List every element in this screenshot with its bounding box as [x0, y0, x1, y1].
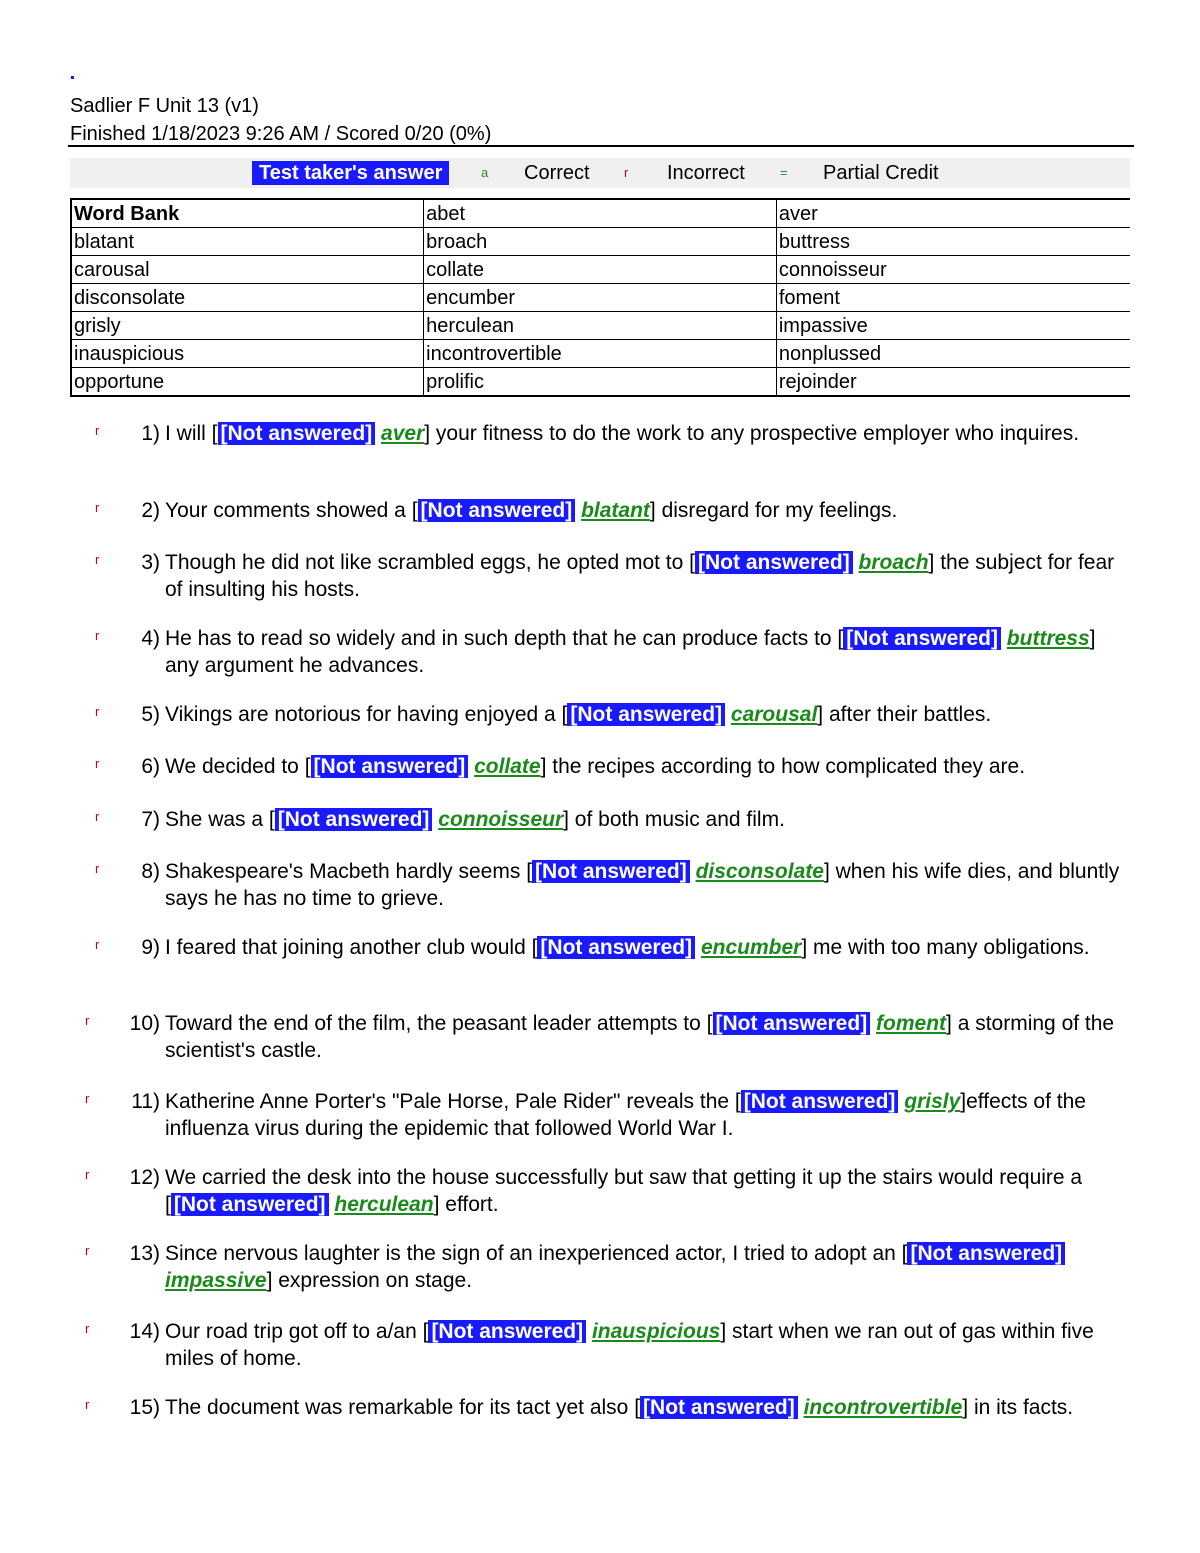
question-number: 9) [141, 936, 160, 959]
question-number: 5) [141, 703, 160, 726]
incorrect-x-icon: r [95, 861, 100, 876]
question-text [165, 1164, 1130, 1218]
word-bank-word: grisly [71, 312, 424, 340]
incorrect-x-icon: r [85, 1167, 90, 1182]
question-text [165, 753, 1130, 780]
question-prompt: Our road trip got off to a/an [ [165, 1320, 429, 1343]
not-answered-badge: [Not answered] [428, 1320, 586, 1343]
correct-answer: collate [474, 755, 541, 778]
quiz-title: Sadlier F Unit 13 (v1) [70, 95, 259, 117]
question-number: 11) [131, 1090, 160, 1113]
not-answered-badge: [Not answered] [537, 936, 695, 959]
question-prompt: Though he did not like scrambled eggs, he opted mot to [ [165, 551, 695, 574]
word-bank-row [71, 228, 1130, 256]
question-prompt: I feared that joining another club would [ [165, 936, 538, 959]
question-number: 8) [141, 860, 160, 883]
incorrect-x-icon: r [85, 1321, 90, 1336]
not-answered-badge: [Not answered] [741, 1090, 899, 1113]
question-text [165, 549, 1130, 603]
incorrect-x-icon: r [95, 552, 100, 567]
header-divider [68, 145, 1134, 147]
word-bank-word: buttress [776, 228, 1130, 256]
not-answered-badge: [Not answered] [171, 1193, 329, 1216]
question-number: 6) [141, 755, 160, 778]
word-bank-row [71, 256, 1130, 284]
question-prompt: She was a [ [165, 808, 275, 831]
word-bank-word: rejoinder [776, 368, 1130, 397]
word-bank-word: carousal [71, 256, 424, 284]
question-prompt-end: ] start when we ran out of gas within five miles of home. [165, 1320, 1094, 1370]
not-answered-badge: [Not answered] [907, 1242, 1065, 1265]
word-bank-word: incontrovertible [424, 340, 777, 368]
question-prompt-end: ] after their battles. [817, 703, 992, 726]
incorrect-x-icon: r [95, 423, 100, 438]
correct-answer: aver [381, 422, 425, 445]
incorrect-x-icon: r [85, 1091, 90, 1106]
word-bank-table [70, 198, 1130, 397]
correct-answer: encumber [700, 936, 802, 959]
question-text [165, 1318, 1130, 1372]
question-prompt: I will [ [165, 422, 218, 445]
question-prompt: Katherine Anne Porter's "Pale Horse, Pale Rider" reveals the [ [165, 1090, 741, 1113]
incorrect-x-icon: r [85, 1243, 90, 1258]
correct-answer: herculean [334, 1193, 434, 1216]
legend-correct: Correct [524, 162, 590, 184]
correct-answer: carousal [730, 703, 818, 726]
incorrect-x-icon: r [85, 1397, 90, 1412]
not-answered-badge: [Not answered] [275, 808, 433, 831]
incorrect-x-icon: r [95, 937, 100, 952]
correct-answer: buttress [1006, 627, 1090, 650]
question-number: 13) [129, 1242, 160, 1265]
question-number: 3) [141, 551, 160, 574]
question-prompt: The document was remarkable for its tact yet also [ [165, 1396, 641, 1419]
not-answered-badge: [Not answered] [218, 422, 376, 445]
question-prompt-end: ] of both music and film. [563, 808, 785, 831]
word-bank-word: herculean [424, 312, 777, 340]
question-prompt-end: ] me with too many obligations. [801, 936, 1090, 959]
question-prompt: We decided to [ [165, 755, 311, 778]
question-prompt-end: ] when his wife dies, and bluntly says he has no time to grieve. [165, 860, 1120, 910]
question-number: 1) [141, 422, 160, 445]
question-text [165, 806, 1130, 833]
word-bank-word: opportune [71, 368, 424, 397]
incorrect-x-icon: r [95, 809, 100, 824]
partial-credit-icon: = [780, 165, 788, 180]
word-bank-word: impassive [776, 312, 1130, 340]
question-prompt-end: ] effort. [433, 1193, 499, 1216]
word-bank-word: connoisseur [776, 256, 1130, 284]
question-number: 14) [129, 1320, 160, 1343]
question-prompt-end: ] the subject for fear of insulting his hosts. [165, 551, 1115, 601]
question-number: 4) [141, 627, 160, 650]
question-prompt: We carried the desk into the house successfully but saw that getting it up the stairs would require a [ [165, 1166, 1083, 1216]
question-text [165, 1240, 1130, 1294]
word-bank-row [71, 199, 1130, 228]
correct-check-icon: a [481, 165, 489, 180]
legend-test-taker-answer: Test taker's answer [252, 161, 449, 185]
question-prompt-end: ] the recipes according to how complicated they are. [540, 755, 1026, 778]
legend-incorrect: Incorrect [667, 162, 745, 184]
incorrect-x-icon: r [95, 756, 100, 771]
correct-answer: broach [858, 551, 929, 574]
quiz-header [70, 92, 491, 148]
word-bank-word: disconsolate [71, 284, 424, 312]
question-number: 2) [141, 499, 160, 522]
word-bank-word: abet [424, 199, 777, 228]
word-bank-word: inauspicious [71, 340, 424, 368]
not-answered-badge: [Not answered] [567, 703, 725, 726]
question-number: 10) [129, 1012, 160, 1035]
question-text [165, 497, 1130, 524]
not-answered-badge: [Not answered] [640, 1396, 798, 1419]
word-bank-word: prolific [424, 368, 777, 397]
incorrect-x-icon: r [95, 704, 100, 719]
question-number: 15) [129, 1396, 160, 1419]
question-prompt-end: ] a storming of the scientist's castle. [165, 1012, 1115, 1062]
question-text [165, 934, 1130, 961]
question-prompt-end: ] your fitness to do the work to any prospective employer who inquires. [424, 422, 1080, 445]
incorrect-x-icon: r [95, 500, 100, 515]
word-bank-word: broach [424, 228, 777, 256]
word-bank-word: aver [776, 199, 1130, 228]
question-prompt: Vikings are notorious for having enjoyed a [ [165, 703, 568, 726]
question-number: 12) [129, 1166, 160, 1189]
word-bank-heading: Word Bank [71, 199, 424, 228]
question-prompt-end: ]effects of the influenza virus during the epidemic that followed World War I. [165, 1090, 1086, 1140]
question-text [165, 1394, 1130, 1421]
not-answered-badge: [Not answered] [532, 860, 690, 883]
not-answered-badge: [Not answered] [695, 551, 853, 574]
correct-answer: grisly [904, 1090, 961, 1113]
question-number: 7) [141, 808, 160, 831]
incorrect-x-icon: r [95, 628, 100, 643]
question-text [165, 1088, 1130, 1142]
not-answered-badge: [Not answered] [713, 1012, 871, 1035]
not-answered-badge: [Not answered] [843, 627, 1001, 650]
correct-answer: connoisseur [438, 808, 564, 831]
correct-answer: blatant [581, 499, 650, 522]
not-answered-badge: [Not answered] [418, 499, 576, 522]
question-text [165, 420, 1130, 447]
quiz-result: Finished 1/18/2023 9:26 AM / Scored 0/20 (0%) [70, 123, 492, 145]
legend-partial-credit: Partial Credit [823, 162, 939, 184]
word-bank-word: encumber [424, 284, 777, 312]
correct-answer: foment [876, 1012, 947, 1035]
correct-answer: incontrovertible [803, 1396, 963, 1419]
page-marker-dot [71, 76, 74, 79]
question-prompt-end: ] disregard for my feelings. [649, 499, 898, 522]
correct-answer: disconsolate [695, 860, 824, 883]
word-bank-row [71, 312, 1130, 340]
question-prompt: He has to read so widely and in such depth that he can produce facts to [ [165, 627, 844, 650]
incorrect-x-icon: r [624, 165, 629, 180]
not-answered-badge: [Not answered] [311, 755, 469, 778]
question-prompt: Shakespeare's Macbeth hardly seems [ [165, 860, 533, 883]
question-text [165, 858, 1130, 912]
question-prompt-end: ] expression on stage. [266, 1269, 473, 1292]
word-bank-row [71, 284, 1130, 312]
answer-legend [70, 158, 1130, 188]
word-bank-word: nonplussed [776, 340, 1130, 368]
word-bank-word: foment [776, 284, 1130, 312]
question-prompt: Since nervous laughter is the sign of an inexperienced actor, I tried to adopt an [ [165, 1242, 908, 1265]
question-text [165, 1010, 1130, 1064]
correct-answer: inauspicious [591, 1320, 721, 1343]
question-prompt: Your comments showed a [ [165, 499, 418, 522]
word-bank-word: blatant [71, 228, 424, 256]
correct-answer: impassive [165, 1269, 267, 1292]
question-prompt: Toward the end of the film, the peasant leader attempts to [ [165, 1012, 713, 1035]
question-prompt-end: ] in its facts. [962, 1396, 1074, 1419]
word-bank-row [71, 368, 1130, 397]
word-bank-row [71, 340, 1130, 368]
question-prompt-end: ] any argument he advances. [165, 627, 1096, 677]
word-bank-word: collate [424, 256, 777, 284]
incorrect-x-icon: r [85, 1013, 90, 1028]
question-text [165, 625, 1130, 679]
question-text [165, 701, 1130, 728]
